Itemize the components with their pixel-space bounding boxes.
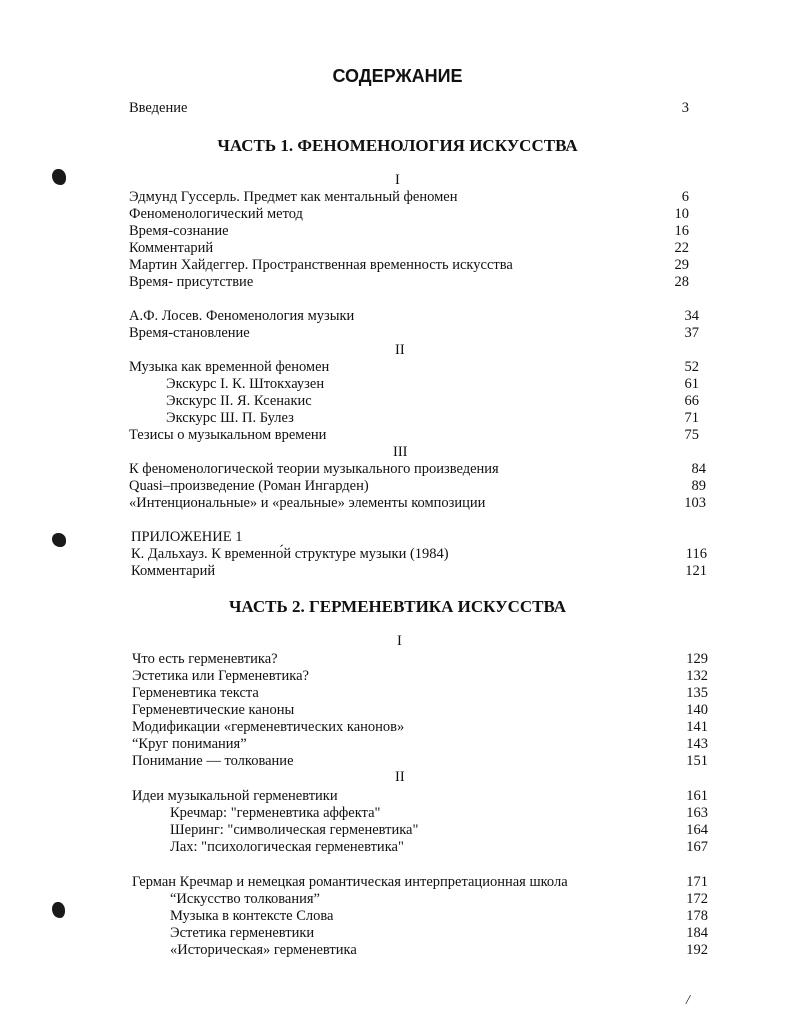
- section-numeral: II: [395, 769, 405, 785]
- entry-title: “Круг понимания”: [132, 736, 247, 752]
- page-mark: /: [686, 993, 690, 1008]
- entry-page: 164: [686, 822, 708, 838]
- entry-page: 66: [684, 393, 699, 409]
- entry-title: Лах: "психологическая герменевтика": [170, 839, 404, 855]
- entry-page: 129: [686, 651, 708, 667]
- entry-title: Герман Кречмар и немецкая романтическая интерпретационная школа: [132, 874, 568, 890]
- entry-title: Тезисы о музыкальном времени: [129, 427, 327, 443]
- entry-title: Время-становление: [129, 325, 250, 341]
- part-heading: ЧАСТЬ 1. ФЕНОМЕНОЛОГИЯ ИСКУССТВА: [217, 136, 578, 155]
- entry-page: 3: [681, 100, 689, 116]
- entry-title: Понимание — толкование: [132, 753, 294, 769]
- entry-page: 71: [684, 410, 699, 426]
- entry-title: К. Дальхауз. К временно́й структуре музыки (1984): [131, 546, 449, 562]
- entry-title: Идеи музыкальной герменевтики: [132, 788, 338, 804]
- entry-title: “Искусство толкования”: [170, 891, 320, 907]
- entry-page: 141: [686, 719, 708, 735]
- entry-page: 163: [686, 805, 708, 821]
- entry-page: 61: [684, 376, 699, 392]
- entry-page: 52: [684, 359, 699, 375]
- entry-page: 121: [685, 563, 707, 579]
- entry-title: Комментарий: [131, 563, 216, 579]
- entry-page: 151: [686, 753, 708, 769]
- entry-page: 89: [691, 478, 706, 494]
- entry-title: Экскурс II. Я. Ксенакис: [166, 393, 312, 409]
- page-title: СОДЕРЖАНИЕ: [332, 66, 463, 86]
- entry-title: Феноменологический метод: [129, 206, 303, 222]
- entry-title: Мартин Хайдеггер. Пространственная временность искусства: [129, 257, 513, 273]
- entry-page: 37: [684, 325, 699, 341]
- entry-page: 143: [686, 736, 708, 752]
- entry-page: 116: [685, 546, 707, 562]
- entry-title: А.Ф. Лосев. Феноменология музыки: [129, 308, 355, 324]
- entry-title: Модификации «герменевтических канонов»: [132, 719, 405, 735]
- entry-title: «Интенциональные» и «реальные» элементы композиции: [129, 495, 486, 511]
- entry-page: 178: [686, 908, 708, 924]
- section-numeral: I: [395, 172, 400, 188]
- section-numeral: I: [397, 633, 402, 649]
- entry-page: 10: [674, 206, 689, 222]
- entry-title: Что есть герменевтика?: [132, 651, 278, 667]
- entry-page: 140: [686, 702, 708, 718]
- entry-title: Эстетика герменевтики: [170, 925, 315, 941]
- entry-page: 172: [686, 891, 708, 907]
- entry-page: 167: [686, 839, 708, 855]
- part-heading: ЧАСТЬ 2. ГЕРМЕНЕВТИКА ИСКУССТВА: [228, 597, 567, 616]
- entry-page: 75: [684, 427, 699, 443]
- entry-page: 6: [681, 189, 689, 205]
- entry-title: Музыка как временной феномен: [129, 359, 330, 375]
- entry-title: Введение: [129, 100, 188, 116]
- entry-title: «Историческая» герменевтика: [170, 942, 357, 958]
- entry-title: Эдмунд Гуссерль. Предмет как ментальный феномен: [129, 189, 458, 205]
- entry-page: 84: [691, 461, 706, 477]
- entry-page: 161: [686, 788, 708, 804]
- entry-page: 103: [684, 495, 706, 511]
- ink-blot-icon: [52, 902, 65, 918]
- entry-title: Время- присутствие: [129, 274, 254, 290]
- entry-page: 28: [674, 274, 689, 290]
- entry-page: 132: [686, 668, 708, 684]
- entry-page: 192: [686, 942, 708, 958]
- entry-title: Quasi–произведение (Роман Ингарден): [129, 478, 369, 494]
- entry-title: Герменевтика текста: [132, 685, 259, 701]
- section-numeral: II: [395, 342, 405, 358]
- entry-title: Музыка в контексте Слова: [170, 908, 334, 924]
- entry-page: 29: [674, 257, 689, 273]
- entry-title: Время-сознание: [129, 223, 229, 239]
- ink-blot-icon: [52, 169, 66, 185]
- ink-blot-icon: [52, 533, 66, 547]
- entry-title: Эстетика или Герменевтика?: [132, 668, 309, 684]
- entry-page: 171: [686, 874, 708, 890]
- entry-title: Герменевтические каноны: [132, 702, 295, 718]
- entry-page: 34: [684, 308, 699, 324]
- entry-title: Комментарий: [129, 240, 214, 256]
- entry-page: 135: [686, 685, 708, 701]
- entry-page: 184: [686, 925, 708, 941]
- entry-title: К феноменологической теории музыкального произведения: [129, 461, 499, 477]
- section-numeral: III: [393, 444, 408, 460]
- entry-title: Экскурс I. К. Штокхаузен: [166, 376, 325, 392]
- entry-page: 16: [674, 223, 689, 239]
- entry-title: Шеринг: "символическая герменевтика": [170, 822, 419, 838]
- entry-page: 22: [674, 240, 689, 256]
- entry-title: Кречмар: "герменевтика аффекта": [170, 805, 381, 821]
- entry-title: Экскурс Ш. П. Булез: [166, 410, 294, 426]
